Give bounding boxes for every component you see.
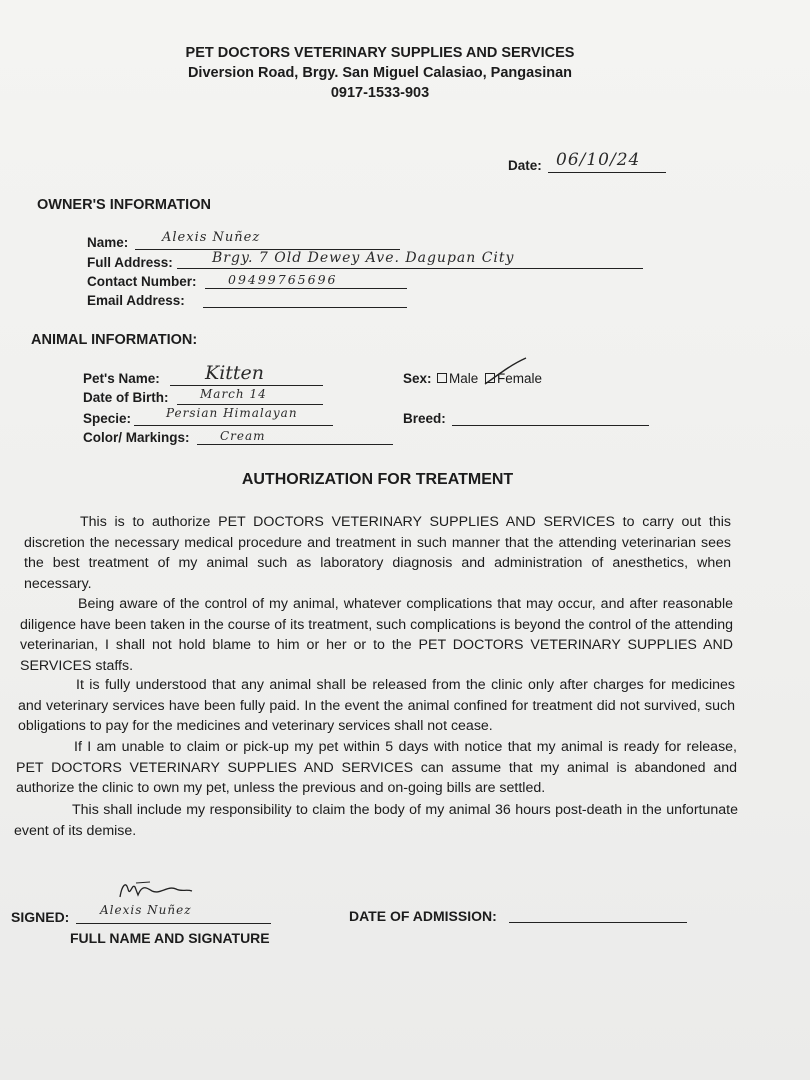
owner-contact-line [205,288,407,289]
color-line [197,444,393,445]
owner-address-value[interactable]: Brgy. 7 Old Dewey Ave. Dagupan City [212,250,515,266]
breed-line [452,425,649,426]
authorization-paragraph-1 [24,512,731,594]
authorization-paragraph-2 [20,594,733,676]
female-check-mark-icon [482,356,530,390]
owner-heading: OWNER'S INFORMATION [37,197,211,213]
owner-name-value[interactable]: Alexis Nuñez [162,230,261,245]
admission-label: DATE OF ADMISSION: [349,908,497,924]
clinic-name: PET DOCTORS VETERINARY SUPPLIES AND SERVICES [185,45,575,61]
pet-name-label: Pet's Name: [83,371,160,386]
signature-scribble-icon [116,877,196,903]
specie-label: Specie: [83,411,132,426]
paragraph-text: Being aware of the control of my animal, whatever complications that may occur, and after reasonable diligence have been taken in the course of its treatment, such complications is beyond the control of the attending veterinarian, I shall not hold blame to him or her or to the PET DOCTORS VETERINARY SUPPLIES AND SERVICES staffs. [20,596,733,674]
sex-label: Sex: [403,371,432,386]
dob-value[interactable]: March 14 [200,387,267,401]
owner-name-label: Name: [87,235,129,250]
color-label: Color/ Markings: [83,430,190,445]
color-value[interactable]: Cream [220,429,266,443]
date-label: Date: [508,158,542,173]
authorization-paragraph-3 [18,675,735,737]
owner-contact-value[interactable]: 09499765696 [228,272,338,287]
authorization-title: AUTHORIZATION FOR TREATMENT [241,471,514,488]
owner-contact-label: Contact Number: [87,274,197,289]
owner-email-line [203,307,407,308]
signature-line [76,923,271,924]
dob-line [177,404,323,405]
specie-line [134,425,333,426]
sex-male-checkbox[interactable] [437,373,447,383]
signed-name-value[interactable]: Alexis Nuñez [100,903,192,917]
paragraph-text: If I am unable to claim or pick-up my pet within 5 days with notice that my animal is ready for release, PET DOCTORS VETERINARY SUPPLIES AND SERVICES can assume that my animal is abandoned and authorize the clinic to own my pet, unless the previous and on-going bills are settled. [16,739,737,797]
admission-line [509,922,687,923]
date-value[interactable]: 06/10/24 [556,150,641,170]
pet-name-value[interactable]: Kitten [205,362,265,384]
breed-label: Breed: [403,411,446,426]
owner-address-line [177,268,643,269]
sex-male-option[interactable] [437,371,478,386]
animal-heading: ANIMAL INFORMATION: [31,332,198,348]
clinic-address: Diversion Road, Brgy. San Miguel Calasiao, Pangasinan [187,65,573,81]
clinic-phone: 0917-1533-903 [330,85,430,101]
dob-label: Date of Birth: [83,390,169,405]
paragraph-text: This is to authorize PET DOCTORS VETERINARY SUPPLIES AND SERVICES to carry out this discretion the necessary medical procedure and treatment in such manner that the attending veterinarian sees the best treatment of my animal such as laboratory diagnosis and administration of anesthetics, when necessary. [24,514,731,592]
pet-name-line [170,385,323,386]
specie-value[interactable]: Persian Himalayan [166,406,298,420]
signature-caption: FULL NAME AND SIGNATURE [70,930,270,946]
owner-email-label: Email Address: [87,293,185,308]
paragraph-text: This shall include my responsibility to claim the body of my animal 36 hours post-death in the unfortunate event of its demise. [14,802,738,839]
signed-label: SIGNED: [11,909,70,925]
authorization-paragraph-4 [16,737,737,799]
sex-male-text: Male [449,371,479,386]
sex-female-text: Female [497,371,543,386]
paragraph-text: It is fully understood that any animal shall be released from the clinic only after charges for medicines and veterinary services have been fully paid. In the event the animal confined for treatment did not survived, such obligations to pay for the medicines and veterinary services shall not cease. [18,677,735,735]
owner-address-label: Full Address: [87,255,173,270]
authorization-paragraph-5 [14,800,738,841]
date-line [548,172,666,173]
